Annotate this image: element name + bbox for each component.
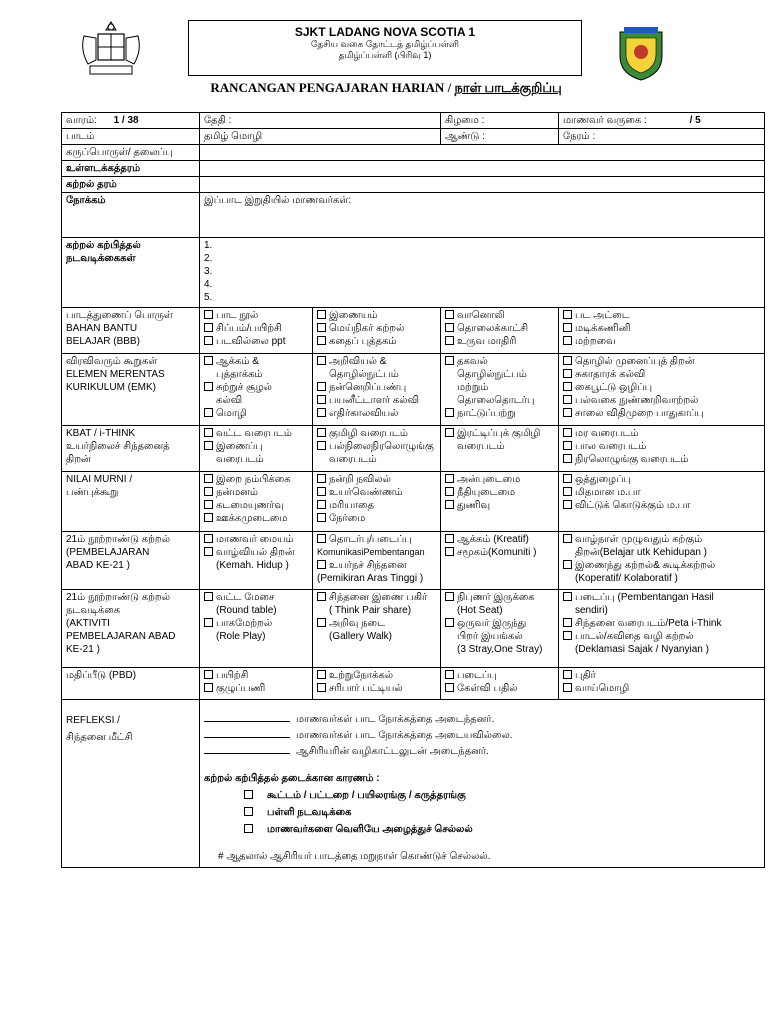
- emk-col-3: தகவல் தொழில்நுட்பம் மற்றும் தொலைதொடர்பு நாட்டுப்பற்று: [441, 354, 559, 426]
- checkbox-option[interactable]: வாய்மொழி: [563, 682, 760, 695]
- checkbox-icon: [204, 382, 213, 391]
- checkbox-option[interactable]: வட்ட மேசை: [204, 591, 308, 604]
- checkbox-icon: [204, 474, 213, 483]
- pbd-col-2: [313, 668, 441, 700]
- theme-label: கருப்பொருள்/ தலைப்பு: [62, 145, 200, 161]
- aktiviti-col-2: சிந்தனை இணை பகிர் ( Think Pair share) அறிவு நடை (Gallery Walk): [313, 590, 441, 668]
- checkbox-icon: [204, 441, 213, 450]
- checkbox-icon: [445, 500, 454, 509]
- title-latin: RANCANGAN PENGAJARAN HARIAN: [210, 80, 445, 95]
- lesson-plan-table: [61, 112, 765, 868]
- emk-col-4: [559, 354, 765, 426]
- school-header-box: [188, 20, 582, 76]
- day-cell[interactable]: கிழமை :: [441, 113, 559, 129]
- objective-label: நோக்கம்: [62, 193, 200, 238]
- checkbox-icon: [204, 336, 213, 345]
- checkbox-icon: [204, 428, 213, 437]
- checkbox-icon: [317, 500, 326, 509]
- checkbox-option[interactable]: நீதியுடைமை: [445, 486, 554, 499]
- checkbox-icon: [563, 441, 572, 450]
- checkbox-icon: [204, 618, 213, 627]
- checkbox-option[interactable]: மெய்நிகர் கற்றல்: [317, 322, 436, 335]
- school-subtitle-1: தேசிய வகை தோட்டத் தமிழ்ப்பள்ளி: [311, 39, 459, 49]
- checkbox-icon: [563, 683, 572, 692]
- activities-row: [62, 238, 765, 308]
- abad21-col-3: [441, 532, 559, 590]
- checkbox-icon: [204, 356, 213, 365]
- checkbox-option[interactable]: உருவ மாதிரி: [445, 335, 554, 348]
- checkbox-icon: [317, 382, 326, 391]
- checkbox-icon: [317, 408, 326, 417]
- week-value: 1 / 38: [113, 115, 139, 126]
- checkbox-option[interactable]: மர வரைபடம்: [563, 427, 760, 440]
- checkbox-option[interactable]: கேள்வி பதில்: [445, 682, 554, 695]
- checkbox-option[interactable]: இரட்டிப்புக் குமிழி: [445, 427, 554, 440]
- emk-col-1: ஆக்கம் & புத்தாக்கம் சுற்றுச் சூழல் கல்வி மொழி: [200, 354, 313, 426]
- theme-row: [62, 145, 765, 161]
- content-standard-row: [62, 161, 765, 177]
- date-cell[interactable]: தேதி :: [200, 113, 441, 129]
- info-row-2: [62, 129, 765, 145]
- checkbox-option[interactable]: பாடல்/கவிதை வழி கற்றல்: [563, 630, 760, 643]
- reflection-option[interactable]: மாணவர்கள் பாட நோக்கத்தை அடைந்தனர்.: [204, 712, 760, 726]
- checkbox-option[interactable]: சுற்றுச் சூழல்: [204, 381, 308, 394]
- checkbox-option[interactable]: கூட்டம் / பட்டறை / பயிலரங்கு / கருத்தரங்கு: [204, 789, 760, 802]
- checkbox-option[interactable]: சாலை விதிமுறை பாதுகாப்பு: [563, 407, 760, 420]
- refleksi-label: REFLEKSI / சிந்தனை மீட்சி: [62, 700, 200, 868]
- checkbox-icon: [563, 631, 572, 640]
- checkbox-icon: [317, 683, 326, 692]
- checkbox-option[interactable]: பல்நிலைநிரலொழுங்கு: [317, 440, 436, 453]
- checkbox-icon: [204, 408, 213, 417]
- checkbox-icon: [317, 310, 326, 319]
- checkbox-option[interactable]: அன்புடைமை: [445, 473, 554, 486]
- checkbox-option[interactable]: நன்னெறிப்பண்பு: [317, 381, 436, 394]
- week-cell[interactable]: வாரம்: 1 / 38: [62, 113, 200, 129]
- checkbox-icon: [563, 487, 572, 496]
- aktiviti-label: 21ம் நூற்றாண்டு கற்றல் நடவடிக்கை (AKTIVITI PEMBELAJARAN ABAD KE-21 ): [62, 590, 200, 668]
- abad21-col-2: தொடர்பு/படைப்பு KomunikasiPembentangan உயர்நச் சிந்தனை (Pemikiran Aras Tinggi ): [313, 532, 441, 590]
- checkbox-icon: [317, 336, 326, 345]
- checkbox-icon: [563, 356, 572, 365]
- checkbox-icon: [445, 428, 454, 437]
- pbd-col-3: [441, 668, 559, 700]
- checkbox-icon: [317, 395, 326, 404]
- checkbox-icon: [563, 428, 572, 437]
- checkbox-option[interactable]: பாட நூல்: [204, 309, 308, 322]
- form-title: [176, 80, 596, 97]
- checkbox-option[interactable]: நிபுணர் இருக்கை: [445, 591, 554, 604]
- learning-standard-label: கற்றல் தரம்: [62, 177, 200, 193]
- checkbox-option[interactable]: உயர்வெண்ணம்: [317, 486, 436, 499]
- kbat-label: KBAT / i-THINK உயர்நிலைச் சிந்தனைத் திறன்: [62, 426, 200, 472]
- checkbox-icon: [445, 592, 454, 601]
- checkbox-icon: [445, 356, 454, 365]
- checkbox-option[interactable]: ஒருவர் இருந்து: [445, 617, 554, 630]
- coat-of-arms-logo: [76, 20, 146, 80]
- checkbox-option[interactable]: தொலைக்காட்சி: [445, 322, 554, 335]
- checkbox-option[interactable]: வாழ்வியல் திறன்: [204, 546, 308, 559]
- checkbox-option[interactable]: பல்வகை நுண்ணறிவாற்றல்: [563, 394, 760, 407]
- checkbox-option[interactable]: புதிர்: [563, 669, 760, 682]
- checkbox-icon: [563, 323, 572, 332]
- checkbox-option[interactable]: குமிழி வரைபடம்: [317, 427, 436, 440]
- checkbox-icon: [317, 356, 326, 365]
- checkbox-icon: [317, 670, 326, 679]
- checkbox-icon: [563, 395, 572, 404]
- checkbox-option[interactable]: பயனீட்டாளர் கல்வி: [317, 394, 436, 407]
- checkbox-option[interactable]: மிதமான ம.பா: [563, 486, 760, 499]
- checkbox-option[interactable]: அறிவியல் &: [317, 355, 436, 368]
- learning-standard-input[interactable]: [200, 177, 765, 193]
- checkbox-option[interactable]: கடமையுணர்வு: [204, 499, 308, 512]
- kbat-col-1: வட்ட வரைபடம் இணைப்பு வரைபடம்: [200, 426, 313, 472]
- checkbox-icon: [204, 513, 213, 522]
- bbb-col-4: [559, 308, 765, 354]
- year-cell[interactable]: ஆண்டு :: [441, 129, 559, 145]
- checkbox-option[interactable]: மாணவர் மையம்: [204, 533, 308, 546]
- checkbox-icon: [204, 683, 213, 692]
- checkbox-option[interactable]: படைப்பு (Pembentangan Hasil: [563, 591, 760, 604]
- checkbox-option[interactable]: படைப்பு: [445, 669, 554, 682]
- emk-col-2: அறிவியல் & தொழில்நுட்பம் நன்னெறிப்பண்பு பயனீட்டாளர் கல்வி எதிர்காலவியல்: [313, 354, 441, 426]
- school-badge-logo: [616, 26, 666, 82]
- checkbox-option[interactable]: ஒத்துழைப்பு: [563, 473, 760, 486]
- checkbox-icon: [563, 369, 572, 378]
- checkbox-icon: [204, 323, 213, 332]
- blank-input[interactable]: [204, 728, 290, 738]
- checkbox-option[interactable]: ஆக்கம் (Kreatif): [445, 533, 554, 546]
- checkbox-option[interactable]: மொழி: [204, 407, 308, 420]
- checkbox-icon: [204, 310, 213, 319]
- checkbox-option[interactable]: குழுப்பணி: [204, 682, 308, 695]
- checkbox-icon: [563, 454, 572, 463]
- bbb-label: பாடத்துணைப் பொருள் BAHAN BANTU BELAJAR (BBB): [62, 308, 200, 354]
- abad21-col-1: மாணவர் மையம் வாழ்வியல் திறன் (Kemah. Hidup ): [200, 532, 313, 590]
- time-cell[interactable]: நேரம் :: [559, 129, 765, 145]
- checkbox-option[interactable]: ஊக்கமுடைமை: [204, 512, 308, 525]
- checkbox-option[interactable]: நன்மனம்: [204, 486, 308, 499]
- checkbox-option[interactable]: சுகாதாரக் கல்வி: [563, 368, 760, 381]
- objective-input[interactable]: இப்பாட இறுதியில் மாணவர்கள்:: [200, 193, 765, 238]
- checkbox-icon: [445, 474, 454, 483]
- title-separator: /: [447, 80, 452, 95]
- checkbox-option[interactable]: எதிர்காலவியல்: [317, 407, 436, 420]
- nilai-col-1: [200, 472, 313, 532]
- nilai-label: NILAI MURNI / பண்புக்கூறு: [62, 472, 200, 532]
- content-standard-label: உள்ளடக்கத்தரம்: [62, 161, 200, 177]
- checkbox-option[interactable]: தகவல்: [445, 355, 554, 368]
- checkbox-option[interactable]: சிப்பம்/பயிற்சி: [204, 322, 308, 335]
- pbd-col-1: [200, 668, 313, 700]
- checkbox-icon: [563, 592, 572, 601]
- checkbox-icon: [445, 323, 454, 332]
- checkbox-icon: [445, 618, 454, 627]
- checkbox-option[interactable]: மடிக்கணினி: [563, 322, 760, 335]
- checkbox-icon: [317, 534, 326, 543]
- checkbox-icon: [563, 474, 572, 483]
- checkbox-option[interactable]: மாணவர்களை வெளியே அழைத்துச் செல்லல்: [204, 823, 760, 836]
- kbat-row: [62, 426, 765, 472]
- checkbox-icon: [317, 592, 326, 601]
- checkbox-option[interactable]: நேர்மை: [317, 512, 436, 525]
- checkbox-option[interactable]: சமூகம்(Komuniti ): [445, 546, 554, 559]
- checkbox-option[interactable]: இணையம்: [317, 309, 436, 322]
- checkbox-icon: [563, 560, 572, 569]
- checkbox-option[interactable]: படவில்லை ppt: [204, 335, 308, 348]
- objective-row: [62, 193, 765, 238]
- checkbox-option[interactable]: நன்றி நவிலல்: [317, 473, 436, 486]
- theme-input[interactable]: [200, 145, 765, 161]
- nilai-row: [62, 472, 765, 532]
- checkbox-icon: [317, 428, 326, 437]
- checkbox-icon: [563, 534, 572, 543]
- checkbox-option[interactable]: மற்றவை: [563, 335, 760, 348]
- reason-title: கற்றல் கற்பித்தல் தடைக்கான காரணம் :: [204, 773, 380, 784]
- bbb-col-1: [200, 308, 313, 354]
- checkbox-option[interactable]: சிந்தனை வரைபடம்/Peta i-Think: [563, 617, 760, 630]
- checkbox-icon: [563, 670, 572, 679]
- pbd-row: [62, 668, 765, 700]
- checkbox-icon: [204, 500, 213, 509]
- checkbox-option[interactable]: துணிவு: [445, 499, 554, 512]
- checkbox-option[interactable]: தொழில் முனைப்புத் திறன்: [563, 355, 760, 368]
- aktiviti-col-3: நிபுணர் இருக்கை (Hot Seat) ஒருவர் இருந்து பிறர் இயங்கல் (3 Stray,One Stray): [441, 590, 559, 668]
- blank-input[interactable]: [204, 712, 290, 722]
- checkbox-icon: [204, 547, 213, 556]
- nilai-col-4: [559, 472, 765, 532]
- pbd-col-4: [559, 668, 765, 700]
- checkbox-icon: [244, 807, 253, 816]
- checkbox-option[interactable]: உற்றுநோக்கல்: [317, 669, 436, 682]
- blank-input[interactable]: [204, 744, 290, 754]
- pbd-label: மதிப்பீடு (PBD): [62, 668, 200, 700]
- checkbox-option[interactable]: பாகமேற்றல்: [204, 617, 308, 630]
- checkbox-option[interactable]: கதைப் புத்தகம்: [317, 335, 436, 348]
- checkbox-option[interactable]: சிந்தனை இணை பகிர்: [317, 591, 436, 604]
- school-subtitle-2: தமிழ்ப்பள்ளி (பிரிவு 1): [338, 50, 432, 60]
- content-standard-input[interactable]: [200, 161, 765, 177]
- checkbox-option[interactable]: நிரலொழுங்கு வரைபடம்: [563, 453, 760, 466]
- refleksi-row: [62, 700, 765, 868]
- checkbox-option[interactable]: அறிவு நடை: [317, 617, 436, 630]
- checkbox-icon: [563, 382, 572, 391]
- reflection-option[interactable]: மாணவர்கள் பாட நோக்கத்தை அடையவில்லை.: [204, 728, 760, 742]
- checkbox-option[interactable]: வானொலி: [445, 309, 554, 322]
- checkbox-option[interactable]: கைபூட்டு ஒழிப்பு: [563, 381, 760, 394]
- checkbox-icon: [563, 618, 572, 627]
- nilai-col-2: [313, 472, 441, 532]
- checkbox-icon: [445, 336, 454, 345]
- checkbox-icon: [204, 592, 213, 601]
- checkbox-icon: [563, 408, 572, 417]
- checkbox-option[interactable]: உயர்நச் சிந்தனை: [317, 559, 436, 572]
- subject-label: பாடம்: [62, 129, 200, 145]
- bbb-row: [62, 308, 765, 354]
- checkbox-icon: [563, 500, 572, 509]
- aktiviti-row: [62, 590, 765, 668]
- title-tamil: நாள் பாடக்குறிப்பு: [454, 80, 562, 95]
- kbat-col-3: இரட்டிப்புக் குமிழி வரைபடம்: [441, 426, 559, 472]
- abad21-row: [62, 532, 765, 590]
- nilai-col-3: [441, 472, 559, 532]
- checkbox-icon: [317, 323, 326, 332]
- checkbox-option[interactable]: ஆக்கம் &: [204, 355, 308, 368]
- checkbox-option[interactable]: சரிபார் பட்டியல்: [317, 682, 436, 695]
- aktiviti-col-4: படைப்பு (Pembentangan Hasil sendiri) சிந்தனை வரைபடம்/Peta i-Think பாடல்/கவிதை வழி கற்றல் (Deklamasi Sajak / Nyanyian ): [559, 590, 765, 668]
- checkbox-icon: [317, 560, 326, 569]
- checkbox-icon: [445, 683, 454, 692]
- checkbox-icon: [445, 310, 454, 319]
- abad21-label: 21ம் நூற்றாண்டு கற்றல் (PEMBELAJARAN ABAD KE-21 ): [62, 532, 200, 590]
- reflection-option[interactable]: ஆசிரியரின் வழிகாட்டலுடன் அடைந்தனர்.: [204, 744, 760, 758]
- checkbox-icon: [317, 487, 326, 496]
- activities-input[interactable]: 1. 2. 3. 4. 5.: [200, 238, 765, 308]
- checkbox-icon: [317, 441, 326, 450]
- checkbox-icon: [244, 790, 253, 799]
- checkbox-option[interactable]: இணைந்து கற்றல்& கூடிக்கற்றல்: [563, 559, 760, 572]
- checkbox-option[interactable]: பயிற்சி: [204, 669, 308, 682]
- reflection-note: # ஆதலால் ஆசிரியர் பாடத்தை மறுநாள் கொண்டுச் செல்லல்.: [218, 851, 491, 862]
- checkbox-icon: [445, 534, 454, 543]
- bbb-col-2: [313, 308, 441, 354]
- kbat-col-4: [559, 426, 765, 472]
- checkbox-option[interactable]: தொடர்பு/படைப்பு: [317, 533, 436, 546]
- checkbox-option[interactable]: வட்ட வரைபடம்: [204, 427, 308, 440]
- emk-row: [62, 354, 765, 426]
- aktiviti-col-1: வட்ட மேசை (Round table) பாகமேற்றல் (Role Play): [200, 590, 313, 668]
- attendance-value: / 5: [689, 115, 701, 126]
- emk-label: விரவிவரும் கூறுகள் ELEMEN MERENTAS KURIKULUM (EMK): [62, 354, 200, 426]
- checkbox-option[interactable]: வாழ்நாள் முழுவதும் கற்கும்: [563, 533, 760, 546]
- attendance-cell[interactable]: மாணவர் வருகை : / 5: [559, 113, 765, 129]
- checkbox-option[interactable]: இறை நம்பிக்கை: [204, 473, 308, 486]
- kbat-col-2: குமிழி வரைபடம் பல்நிலைநிரலொழுங்கு வரைபடம்: [313, 426, 441, 472]
- checkbox-option[interactable]: பள்ளி நடவடிக்கை: [204, 806, 760, 819]
- checkbox-icon: [244, 824, 253, 833]
- subject-value[interactable]: தமிழ் மொழி: [200, 129, 441, 145]
- checkbox-icon: [204, 487, 213, 496]
- info-row-1: [62, 113, 765, 129]
- activities-label: கற்றல் கற்பித்தல் நடவடிக்கைகள்: [62, 238, 200, 308]
- checkbox-option[interactable]: மரியாதை: [317, 499, 436, 512]
- checkbox-icon: [317, 618, 326, 627]
- checkbox-option[interactable]: நாட்டுப்பற்று: [445, 407, 554, 420]
- checkbox-icon: [317, 513, 326, 522]
- checkbox-icon: [317, 474, 326, 483]
- checkbox-icon: [204, 534, 213, 543]
- checkbox-option[interactable]: பால வரைபடம்: [563, 440, 760, 453]
- checkbox-icon: [445, 408, 454, 417]
- checkbox-option[interactable]: பட அட்டை: [563, 309, 760, 322]
- abad21-col-4: வாழ்நாள் முழுவதும் கற்கும் திறன்(Belajar utk Kehidupan ) இணைந்து கற்றல்& கூடிக்கற்றல் (Koperatif/ Kolaboratif ): [559, 532, 765, 590]
- school-name: SJKT LADANG NOVA SCOTIA 1: [294, 25, 476, 39]
- learning-standard-row: [62, 177, 765, 193]
- checkbox-icon: [445, 670, 454, 679]
- checkbox-option[interactable]: விட்டுக் கொடுக்கும் ம.பா: [563, 499, 760, 512]
- bbb-col-3: [441, 308, 559, 354]
- refleksi-content: [200, 700, 765, 868]
- checkbox-icon: [204, 670, 213, 679]
- checkbox-icon: [445, 547, 454, 556]
- checkbox-option[interactable]: இணைப்பு: [204, 440, 308, 453]
- checkbox-icon: [563, 310, 572, 319]
- checkbox-icon: [563, 336, 572, 345]
- checkbox-icon: [445, 487, 454, 496]
